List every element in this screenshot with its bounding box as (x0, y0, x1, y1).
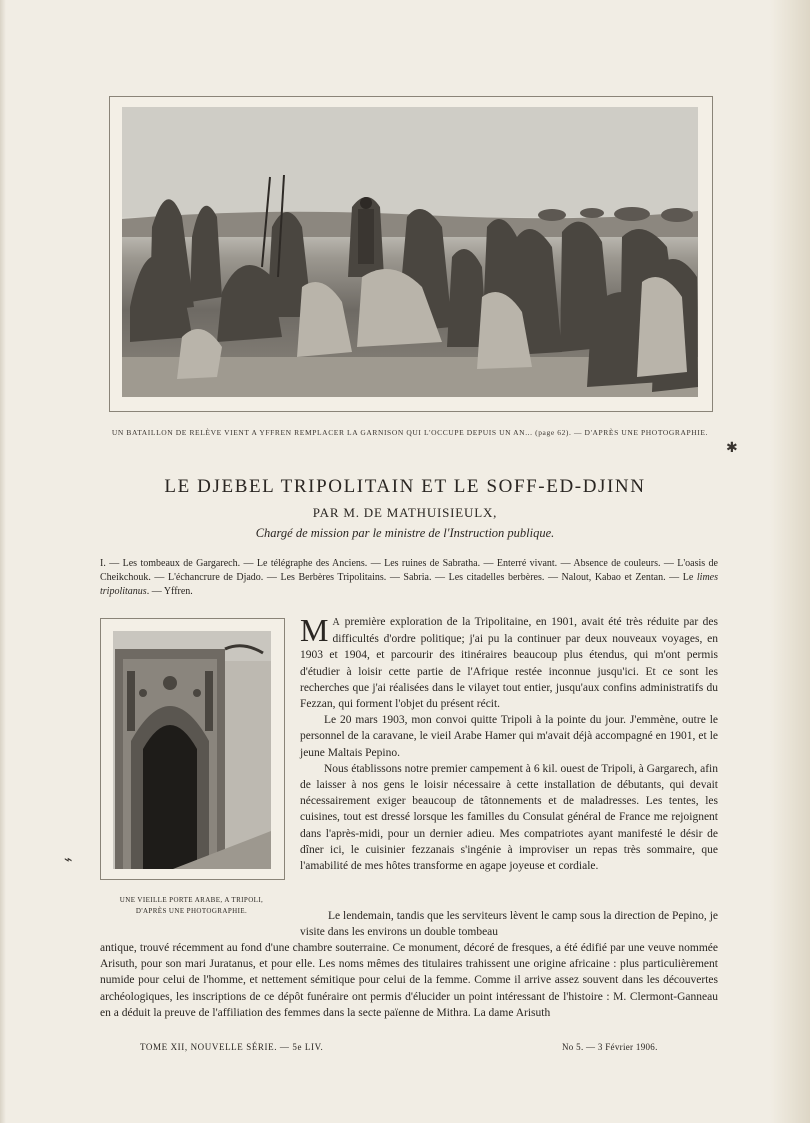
paragraph-4-start: Le lendemain, tandis que les serviteurs lèvent le camp sous la direction de Pepino, je visite dans les environs un double tombeau (300, 910, 718, 939)
top-photograph-caption: UN BATAILLON DE RELÈVE VIENT A YFFREN REMPLACER LA GARNISON QUI L'OCCUPE DEPUIS UN AN... (page 62). — D'APRÈS UNE PHOTOGRAPHIE. (111, 428, 709, 437)
door-caption-line-1: UNE VIEILLE PORTE ARABE, A TRIPOLI, (119, 896, 264, 904)
body-text-full-width (100, 940, 718, 1021)
chapter-summary-text: I. — Les tombeaux de Gargarech. — Le télégraphe des Anciens. — Les ruines de Sabratha. — Enterré vivant. — Absence de couleurs. — L'oasis de Cheikchouk. — L'échancrure de Djado. — Les Berbères Tripolitains. — Sabria. — Les citadelles berbères. — Nalout, Kabao et Zentan. — Le (100, 558, 718, 583)
article-byline: PAR M. DE MATHUISIEULX, (312, 505, 498, 520)
ink-smudge: ✱ (726, 441, 738, 456)
footer-volume-info: TOME XII, NOUVELLE SÉRIE. — 5e LIV. (140, 1042, 324, 1052)
top-photograph-frame (109, 96, 713, 412)
group-of-robed-figures-illustration (122, 107, 698, 397)
chapter-summary (100, 557, 718, 599)
article-subtitle: Chargé de mission par le ministre de l'Instruction publique. (255, 526, 555, 540)
door-photograph-frame (100, 618, 285, 880)
footer-issue-date: No 5. — 3 Février 1906. (562, 1042, 658, 1052)
door-photograph-caption (100, 895, 283, 917)
drop-cap: M (300, 612, 329, 648)
paragraph-1 (300, 614, 718, 712)
page-edge-shadow (770, 0, 810, 1123)
article-title: LE DJEBEL TRIPOLITAIN ET LE SOFF-ED-DJINN (164, 476, 646, 497)
page-edge (0, 0, 6, 1123)
paragraph-1-text: première exploration de la Tripolitaine, en 1901, avait été très réduite par des difficultés d'ordre politique; j'ai pu la continuer par deux nouveaux voyages, en 1903 et 1904, et parcourir des itinéraires beaucoup plus étendus, qui m'ont permis d'étudier à loisir cette partie de l'Afrique restée inconnue jusqu'ici. Et ce sont les recherches que j'ai réalisées dans le vilayet tout entier, jusqu'aux confins administratifs du Fezzan, qui forment l'objet du présent récit. (300, 616, 718, 711)
door-photograph (113, 631, 271, 869)
door-caption-line-2: D'APRÈS UNE PHOTOGRAPHIE. (135, 907, 248, 915)
paragraph-2: Le 20 mars 1903, mon convoi quitte Tripoli à la pointe du jour. J'emmène, outre le personnel de la caravane, le vieil Arabe Hamer qui m'avait déjà accompagné en 1901, et le jeune Maltais Pepino. (300, 714, 718, 759)
body-text-right-column (300, 614, 718, 874)
ink-smudge: ⌁ (64, 853, 73, 868)
arched-doorway-illustration (113, 631, 271, 869)
top-photograph (122, 107, 698, 397)
paragraph-3: Nous établissons notre premier campement à 6 kil. ouest de Tripoli, à Gargarech, afin de laisser à nos gens le loisir nécessaire à cette installation de débutants, qui devait nécessairement exiger beaucoup de tâtonnements et de maladresses. Les tentes, les cuisines, tout est dressé lorsque les familles du Consulat général de France me rejoignent dans l'après-midi, pour un dernier adieu. Mes compatriotes ayant manifesté le désir de dîner ici, le cuisinier fezzanais s'ingénie à improviser un repas très sommaire, que l'amabilité de mes hôtes transforme en agape joyeuse et cordiale. (300, 762, 718, 873)
first-word-rest: A (332, 617, 341, 628)
chapter-summary-italic: limes tripolitanus (100, 572, 718, 597)
chapter-summary-end: . — Yffren. (146, 586, 193, 597)
paragraph-4-continued: antique, trouvé récemment au fond d'une chambre souterraine. Ce monument, décoré de fresques, a été édifié par une veuve nommée Arisuth, pour son mari Juratanus, et pour elle. Les noms mêmes des titulaires trahissent une origine africaine : plus particulièrement numide pour celui de l'homme, et nettement sémitique pour celui de la femme. Comme il arrive assez souvent dans les découvertes archéologiques, les inscriptions de ce dépôt funéraire ont permis d'élucider un point intéressant de l'histoire : M. Clermont-Ganneau en a déduit la preuve de l'affiliation des femmes dans la secte païenne de Mithra. La dame Arisuth (100, 942, 718, 1019)
